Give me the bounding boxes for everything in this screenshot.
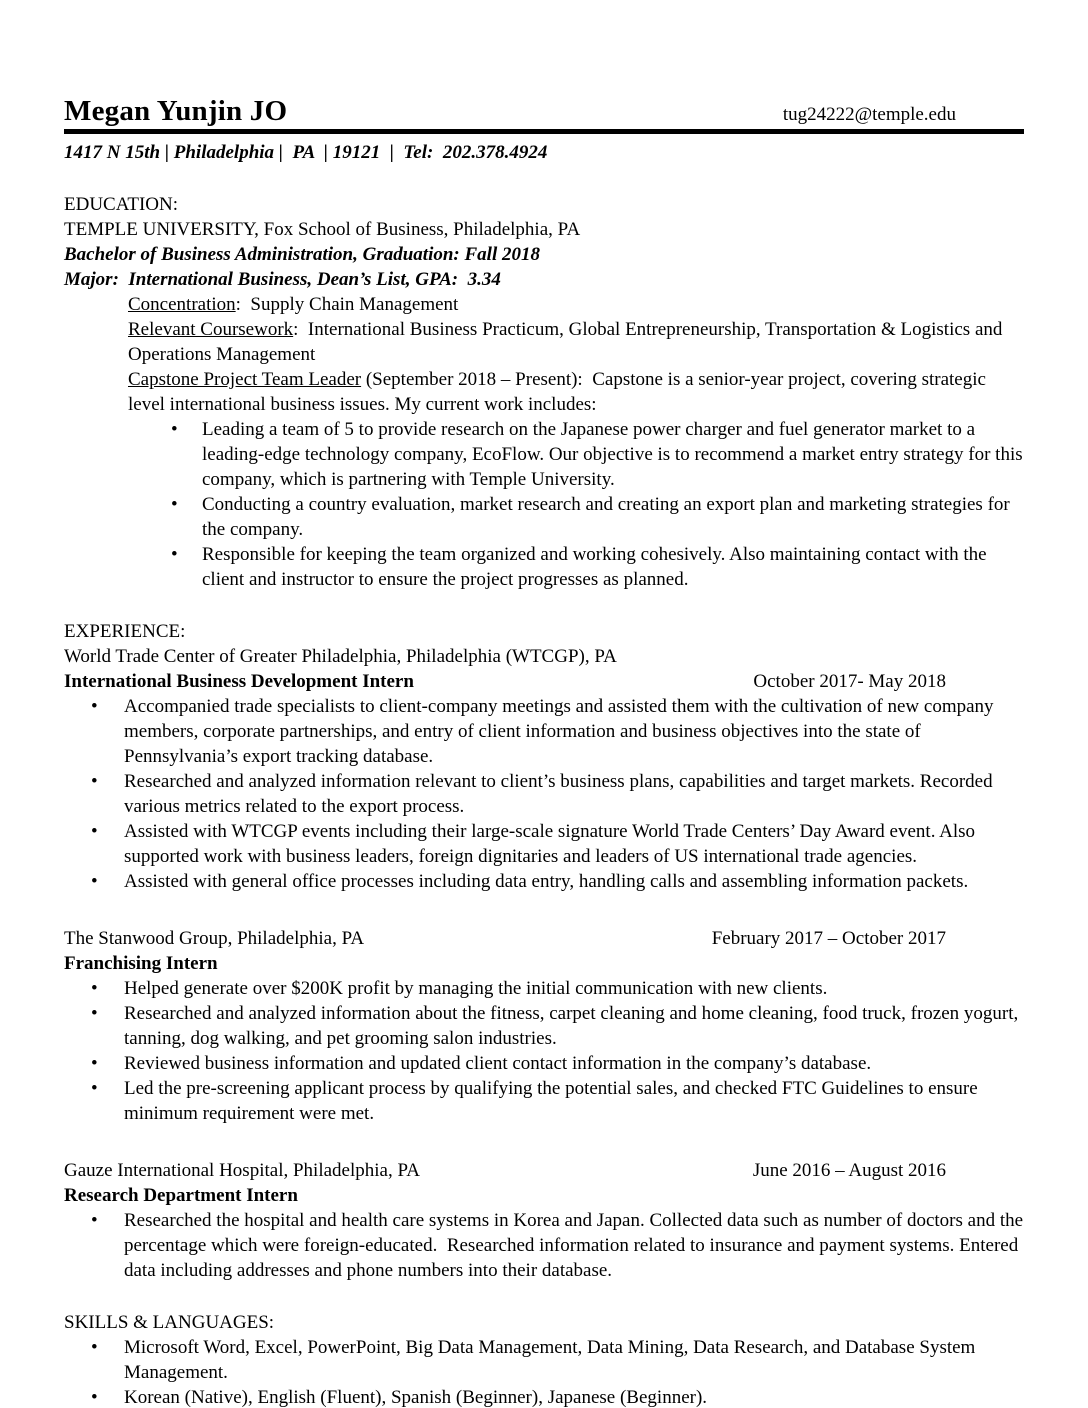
coursework-value: : International Business Practicum, Global Entrepreneurship, Transportation & Logistics and Operations Management [128,319,1008,365]
company-name: World Trade Center of Greater Philadelphia, Philadelphia (WTCGP), PA [64,646,617,667]
skills-section [64,1310,1024,1408]
education-details [128,292,1024,417]
name-row [64,96,1024,127]
company-name: The Stanwood Group, Philadelphia, PA [64,928,365,949]
job-title: International Business Development Intern [64,671,414,692]
education-school: TEMPLE UNIVERSITY, Fox School of Business, Philadelphia, PA [64,219,581,240]
list-item: • Researched and analyzed information relevant to client’s business plans, capabilities and target markets. Recorded various metrics related to the export process. [64,769,1024,819]
list-item: • Korean (Native), English (Fluent), Spanish (Beginner), Japanese (Beginner). [64,1385,1024,1408]
job-dates: February 2017 – October 2017 [711,928,946,949]
education-concentration [128,292,1024,317]
contact-line: 1417 N 15th | Philadelphia | PA | 19121 | Tel: 202.378.4924 [64,142,548,163]
job-dates: October 2017- May 2018 [753,671,946,692]
education-heading: EDUCATION: [64,194,178,215]
education-capstone [128,367,1024,417]
header-divider [64,129,1024,134]
job-title: Franchising Intern [64,953,218,974]
experience-entry-wtcgp [64,644,1024,894]
list-item: • Accompanied trade specialists to client-company meetings and assisted them with the cultivation of new company members, corporate partnerships, and entry of client information and business objectives into the state of Pennsylvania’s export tracking database. [64,694,1024,769]
title-row [64,669,1024,694]
company-row [64,926,1024,951]
company-row [64,1158,1024,1183]
capstone-label: Capstone Project Team Leader [128,369,362,390]
education-bullet-list [64,417,1028,592]
company-name: Gauze International Hospital, Philadelphia, PA [64,1160,420,1181]
job-dates: June 2016 – August 2016 [752,1160,946,1181]
list-item: • Researched and analyzed information about the fitness, carpet cleaning and home cleaning, food truck, frozen yogurt, tanning, dog walking, and pet grooming salon industries. [64,1001,1024,1051]
experience-entry-stanwood [64,926,1024,1126]
list-item: • Assisted with WTCGP events including their large-scale signature World Trade Centers’ Day Award event. Also supported work with business leaders, foreign dignitaries and leaders of US international trade agencies. [64,819,1024,869]
concentration-value: : Supply Chain Management [235,294,459,315]
list-item: • Led the pre-screening applicant process by qualifying the potential sales, and checked FTC Guidelines to ensure minimum requirement were met. [64,1076,1024,1126]
list-item: • Assisted with general office processes including data entry, handling calls and assembling information packets. [64,869,1024,894]
education-section [64,192,1028,592]
list-item: • Responsible for keeping the team organized and working cohesively. Also maintaining contact with the client and instructor to ensure the project progresses as planned. [64,542,1024,592]
capstone-value: (September 2018 – Present): Capstone is a senior-year project, covering strategic level international business issues. My current work includes: [128,369,991,415]
list-item: • Researched the hospital and health care systems in Korea and Japan. Collected data such as number of doctors and the percentage which were foreign-educated. Researched information related to insurance and payment systems. Entered data including addresses and phone numbers into their database. [64,1208,1024,1283]
education-coursework [128,317,1024,367]
experience-bullet-list [64,694,1024,894]
candidate-name: Megan Yunjin JO [64,95,288,127]
experience-bullet-list [64,1208,1028,1283]
resume-header [64,96,1024,165]
experience-entry-gauze [64,1158,1028,1283]
skills-bullet-list [64,1335,1024,1408]
education-degree: Bachelor of Business Administration, Graduation: Fall 2018 [64,244,540,265]
experience-section [64,619,1028,1283]
experience-bullet-list [64,976,1024,1126]
email-address: tug24222@temple.edu [782,104,956,125]
skills-heading: SKILLS & LANGUAGES: [64,1312,275,1333]
coursework-label: Relevant Coursework [128,319,294,340]
education-major: Major: International Business, Dean’s List, GPA: 3.34 [64,269,501,290]
list-item: • Microsoft Word, Excel, PowerPoint, Big Data Management, Data Mining, Data Research, and Database System Management. [64,1335,1024,1385]
experience-heading: EXPERIENCE: [64,621,186,642]
list-item: • Leading a team of 5 to provide research on the Japanese power charger and fuel generator market to a leading-edge technology company, EcoFlow. Our objective is to recommend a market entry strategy for this company, which is partnering with Temple University. [64,417,1024,492]
list-item: • Helped generate over $200K profit by managing the initial communication with new clients. [64,976,1024,1001]
concentration-label: Concentration [128,294,236,315]
list-item: • Conducting a country evaluation, market research and creating an export plan and marketing strategies for the company. [64,492,1024,542]
list-item: • Reviewed business information and updated client contact information in the company’s database. [64,1051,1024,1076]
job-title: Research Department Intern [64,1185,298,1206]
